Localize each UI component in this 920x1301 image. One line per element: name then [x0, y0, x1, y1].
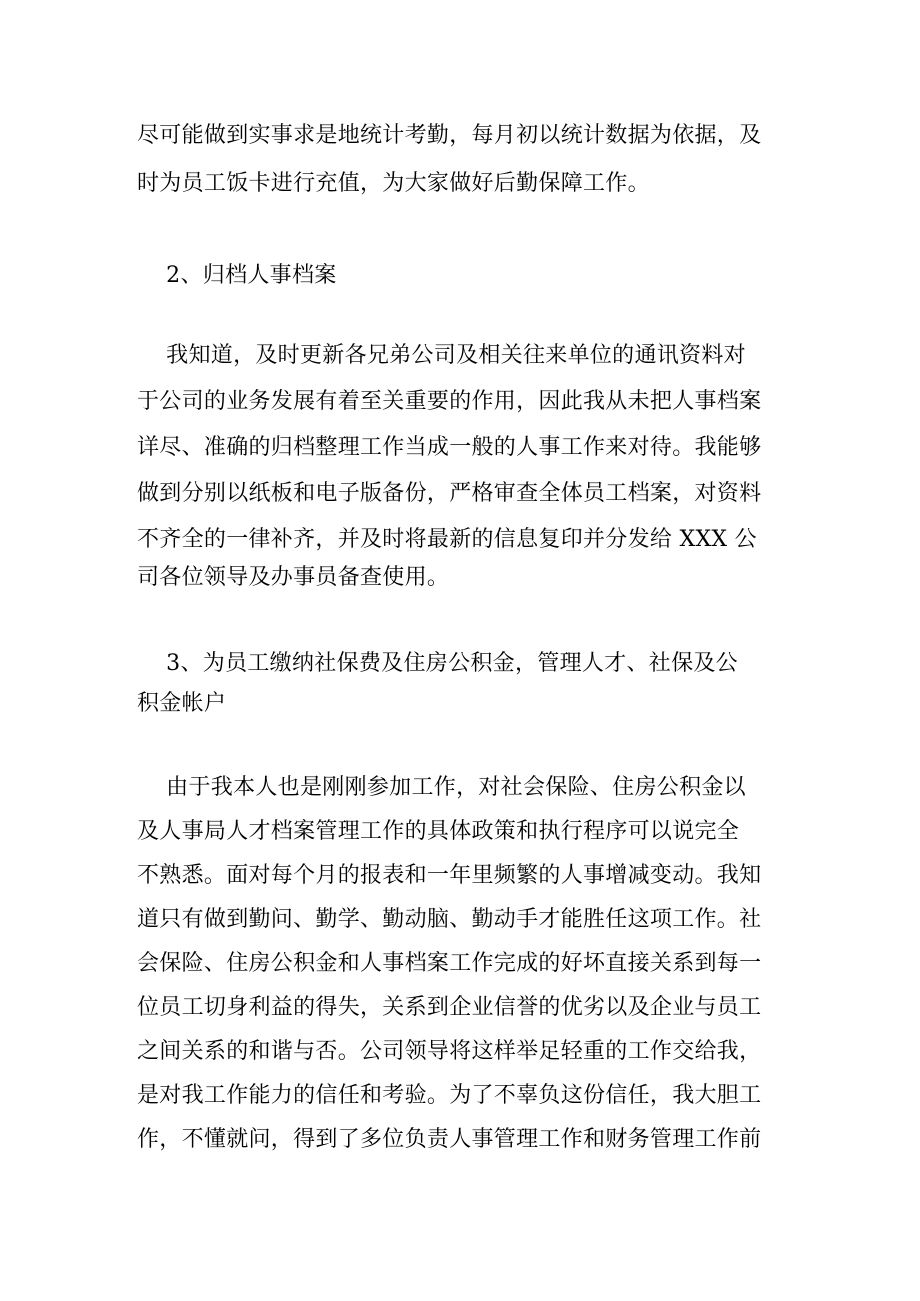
section-heading: 积金帐户 — [137, 691, 227, 716]
paragraph-line: 会保险、住房公积金和人事档案工作完成的好坏直接关系到每一 — [137, 951, 762, 976]
paragraph-line: 是对我工作能力的信任和考验。为了不辜负这份信任，我大胆工 — [137, 1083, 762, 1108]
paragraph-line: 由于我本人也是刚刚参加工作，对社会保险、住房公积金以 — [137, 775, 746, 800]
paragraph-line: 做到分别以纸板和电子版备份，严格审查全体员工档案，对资料 — [137, 481, 762, 506]
paragraph-line: 我知道，及时更新各兄弟公司及相关往来单位的通讯资料对 — [137, 343, 746, 368]
paragraph-line: 于公司的业务发展有着至关重要的作用，因此我从未把人事档案 — [137, 389, 762, 414]
paragraph-line: 尽可能做到实事求是地统计考勤，每月初以统计数据为依据，及 — [137, 123, 762, 148]
section-heading: 3、为员工缴纳社保费及住房公积金，管理人才、社保及公 — [137, 651, 738, 676]
paragraph-line: 之间关系的和谐与否。公司领导将这样举足轻重的工作交给我， — [137, 1039, 762, 1064]
paragraph-line: 道只有做到勤问、勤学、勤动脑、勤动手才能胜任这项工作。社 — [137, 907, 762, 932]
paragraph-line: 详尽、准确的归档整理工作当成一般的人事工作来对待。我能够 — [137, 435, 762, 460]
paragraph-line: 位员工切身利益的得失，关系到企业信誉的优劣以及企业与员工 — [137, 995, 762, 1020]
paragraph-line: 不齐全的一律补齐，并及时将最新的信息复印并分发给 XXX 公 — [137, 527, 757, 552]
paragraph-line: 不熟悉。面对每个月的报表和一年里频繁的人事增减变动。我知 — [137, 863, 762, 888]
section-heading: 2、归档人事档案 — [137, 263, 337, 288]
paragraph-line: 及人事局人才档案管理工作的具体政策和执行程序可以说完全 — [137, 819, 740, 844]
paragraph-line: 作，不懂就问，得到了多位负责人事管理工作和财务管理工作前 — [137, 1127, 762, 1152]
paragraph-line: 司各位领导及办事员备查使用。 — [137, 565, 450, 590]
paragraph-line: 时为员工饭卡进行充值，为大家做好后勤保障工作。 — [137, 171, 650, 196]
